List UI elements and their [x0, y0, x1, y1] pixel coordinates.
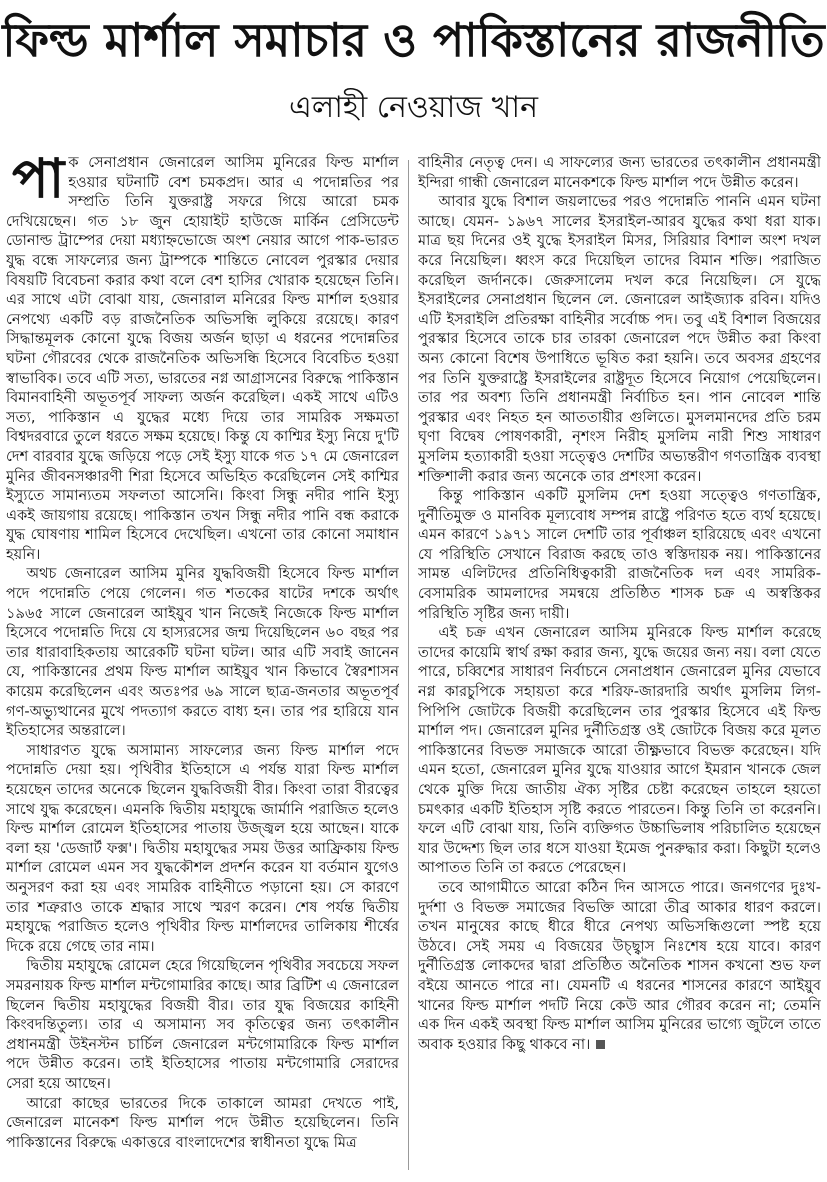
- paragraph: আরো কাছের ভারতের দিকে তাকালে আমরা দেখতে পাই, জেনারেল মানেকশ ফিল্ড মার্শাল পদে উন্নীত হয়েছিলেন। তিনি পাকিস্তানের বিরুদ্ধে একাত্তরে বাংলাদেশের স্বাধীনতা যুদ্ধে মিত্র: [6, 1094, 399, 1151]
- paragraph: এই চক্র এখন জেনারেল আসিম মুনিরকে ফিল্ড মার্শাল করেছে তাদের কায়েমি স্বার্থ রক্ষা করার জন্য, যুদ্ধে জয়ের জন্য নয়। বলা যেতে পারে, চব্বিশের সাধারণ নির্বাচনে সেনাপ্রধান জেনারেল মুনির যেভাবে নগ্ন কারচুপিকে সহায়তা করে শরিফ-জারদারি অর্থাৎ মুসলিম লিগ-পিপিপি জোটকে বিজয়ী করেছিলেন তার পুরস্কার হিসেবে এই ফিল্ড মার্শাল পদ। জেনারেল মুনির দুর্নীতিগ্রস্ত ওই জোটকে বিজয় করে মূলত পাকিস্তানের বিভক্ত সমাজকে আরো তীক্ষ্ণভাবে বিভক্ত করেছেন। যদি এমন হতো, জেনারেল মুনির যুদ্ধে যাওয়ার আগে ইমরান খানকে জেল থেকে মুক্তি দিয়ে জাতীয় ঐক্য সৃষ্টির চেষ্টা করেছেন তাহলে হয়তো চমৎকার একটি ইতিহাস সৃষ্টি করতে পারতেন। কিন্তু তিনি তা করেননি। ফলে এটি বোঝা যায়, তিনি ব্যক্তিগত উচ্চাভিলাষ পরিচালিত হয়েছেন যার উদ্দেশ্য ছিল তার ধসে যাওয়া ইমেজ পুনরুদ্ধার করা। কিছুটা হলেও আপাতত তিনি তা করতে পেরেছেন।: [418, 624, 821, 877]
- paragraph: সাধারণত যুদ্ধে অসামান্য সাফল্যের জন্য ফিল্ড মার্শাল পদে পদোন্নতি দেয়া হয়। পৃথিবীর ইতিহাসে এ পর্যন্ত যারা ফিল্ড মার্শাল হয়েছেন তাদের অনেকে ছিলেন যুদ্ধবিজয়ী বীর। কিংবা তারা বীরত্বের সাথে যুদ্ধ করেছেন। এমনকি দ্বিতীয় মহাযুদ্ধে জার্মানি পরাজিত হলেও ফিল্ড মার্শাল রোমেল ইতিহাসের পাতায় উজ্জ্বল হয়ে আছেন। যাকে বলা হয় 'ডেজার্ট ফক্স'। দ্বিতীয় মহাযুদ্ধের সময় উত্তর আফ্রিকায় ফিল্ড মার্শাল রোমেল এমন সব যুদ্ধকৌশল প্রদর্শন করেন যা বর্তমান যুগেও অনুসরণ করা হয় এবং সামরিক বাহিনীতে পড়ানো হয়। সে কারণে তার শত্রুরাও তাকে শ্রদ্ধার সাথে স্মরণ করেন। শেষ পর্যন্ত দ্বিতীয় মহাযুদ্ধে পরাজিত হলেও পৃথিবীর ফিল্ড মার্শালদের তালিকায় শীর্ষের দিকে রয়ে গেছে তার নাম।: [6, 741, 399, 955]
- paragraph: [6, 153, 399, 564]
- paragraph-text: তবে আগামীতে আরো কঠিন দিন আসতে পারে। জনগণের দুঃখ-দুর্দশা ও বিভক্ত সমাজের বিভক্তি আরো তীব্র আকার ধারণ করলে। তখন মানুষের কাছে ধীরে ধীরে নেপথ্য অভিসন্ধিগুলো স্পষ্ট হয়ে উঠবে। সেই সময় এ বিজয়ের উচ্ছ্বাস নিঃশেষ হয়ে যাবে। কারণ দুর্নীতিগ্রস্ত লোকদের দ্বারা প্রতিষ্ঠিত অনৈতিক শাসন কখনো শুভ ফল বইয়ে আনতে পারে না। যেমনটি এ ধরনের শাসনের কারণে আইয়ুব খানের ফিল্ড মার্শাল পদটি নিয়ে কেউ আর গৌরব করেন না; তেমনি এক দিন একই অবস্থা ফিল্ড মার্শাল আসিম মুনিরের ভাগ্যে জুটলে তাতে অবাক হওয়ার কিছু থাকবে না।: [418, 878, 821, 1053]
- paragraph: দ্বিতীয় মহাযুদ্ধে রোমেল হেরে গিয়েছিলেন পৃথিবীর সবচেয়ে সফল সমরনায়ক ফিল্ড মার্শাল মন্টগোমারির কাছে। আর ব্রিটিশ এ জেনারেল ছিলেন দ্বিতীয় মহাযুদ্ধের বিজয়ী বীর। তার যুদ্ধ বিজয়ের কাহিনী কিংবদন্তিতুল্য। তার এ অসামান্য সব কৃতিত্বের জন্য তৎকালীন প্রধানমন্ত্রী উইনস্টন চার্চিল জেনারেল মন্টগোমারিকে ফিল্ড মার্শাল পদে উন্নীত করেন। তাই ইতিহাসের পাতায় মন্টগোমারি সেরাদের সেরা হয়ে আছেন।: [6, 957, 399, 1092]
- paragraph: আবার যুদ্ধে বিশাল জয়লাভের পরও পদোন্নতি পাননি এমন ঘটনা আছে। যেমন- ১৯৬৭ সালের ইসরাইল-আরব যুদ্ধের কথা ধরা যাক। মাত্র ছয় দিনের ওই যুদ্ধে ইসরাইল মিসর, সিরিয়ার বিশাল অংশ দখল করে নিয়েছিল। ধ্বংস করে দিয়েছিল তাদের বিমান শক্তি। পরাজিত করেছিল জর্দানকে। জেরুসালেম দখল করে নিয়েছিল। সে যুদ্ধে ইসরাইলের সেনাপ্রধান ছিলেন লে. জেনারেল আইজ্যাক রবিন। যদিও এটি ইসরাইলি প্রতিরক্ষা বাহিনীর সর্বোচ্চ পদ। তবু এই বিশাল বিজয়ের পুরস্কার হিসেবে তাকে চার তারকা জেনারেল পদে উন্নীত করা কিংবা অন্য কোনো বিশেষ উপাধিতে ভূষিত করা হয়নি। তবে অবসর গ্রহণের পর তিনি যুক্তরাষ্ট্রে ইসরাইলের রাষ্ট্রদূত হিসেবে নিয়োগ পেয়েছিলেন। তার পর অবশ্য তিনি প্রধানমন্ত্রী নির্বাচিত হন। পান নোবেল শান্তি পুরস্কার এবং নিহত হন আততায়ীর গুলিতে। মুসলমানদের প্রতি চরম ঘৃণা বিদ্বেষ পোষণকারী, নৃশংস নিরীহ মুসলিম নারী শিশু সাধারণ মুসলিম হত্যাকারী হওয়া সত্ত্বেও দেশটির অভ্যন্তরীণ গণতান্ত্রিক ব্যবস্থা শক্তিশালী করার জন্য অনেকে তার প্রশংসা করেন।: [418, 193, 821, 485]
- paragraph: বাহিনীর নেতৃত্ব দেন। এ সাফল্যের জন্য ভারতের তৎকালীন প্রধানমন্ত্রী ইন্দিরা গান্ধী জেনারেল মানেকশকে ফিল্ড মার্শাল পদে উন্নীত করেন।: [418, 154, 821, 191]
- paragraph: [418, 878, 821, 1054]
- article-column-left: [6, 153, 399, 1178]
- article-column-right: [418, 153, 821, 1178]
- author-byline: এলাহী নেওয়াজ খান: [289, 90, 538, 125]
- column-divider: [408, 160, 409, 1170]
- drop-cap: পা: [12, 153, 65, 210]
- end-mark-icon: [596, 1040, 605, 1049]
- paragraph: কিন্তু পাকিস্তান একটি মুসলিম দেশ হওয়া সত্ত্বেও গণতান্ত্রিক, দুর্নীতিমুক্ত ও মানবিক মূল্যবোধ সম্পন্ন রাষ্ট্রে পরিণত হতে ব্যর্থ হয়েছে। এমন কারণে ১৯৭১ সালে দেশটি তার পূর্বাঞ্চল হারিয়েছে এবং এখনো যে পরিস্থিতি সেখানে বিরাজ করছে তাও স্বস্তিদায়ক নয়। পাকিস্তানের সামন্ত এলিটদের প্রতিনিধিত্বকারী রাজনৈতিক দল এবং সামরিক-বেসামরিক আমলাদের সমন্বয়ে প্রতিষ্ঠিত শাসক চক্র এ অস্বস্তিকর পরিস্থিতি সৃষ্টির জন্য দায়ী।: [418, 487, 821, 622]
- paragraph: অথচ জেনারেল আসিম মুনির যুদ্ধবিজয়ী হিসেবে ফিল্ড মার্শাল পদে পদোন্নতি পেয়ে গেলেন। গত শতকের ষাটের দশকে অর্থাৎ ১৯৬৫ সালে জেনারেল আইয়ুব খান নিজেই নিজেকে ফিল্ড মার্শাল হিসেবে পদোন্নতি দিয়ে যে হাস্যরসের জন্ম দিয়েছিলেন ৬০ বছর পর তার ধারাবাহিকতায় আরেকটি ঘটনা ঘটল। আর এটি সবাই জানেন যে, পাকিস্তানের প্রথম ফিল্ড মার্শাল আইয়ুব খান কিভাবে স্বৈরশাসন কায়েম করেছিলেন এবং অতঃপর ৬৯ সালে ছাত্র-জনতার অভূতপূর্ব গণ-অভ্যুত্থানের মুখে পদত্যাগ করতে বাধ্য হন। তার পর হারিয়ে যান ইতিহাসের অন্তরালে।: [6, 565, 399, 740]
- paragraph-text: ক সেনাপ্রধান জেনারেল আসিম মুনিরের ফিল্ড মার্শাল হওয়ার ঘটনাটি বেশ চমকপ্রদ। আর এ পদোন্নতির পর সম্প্রতি তিনি যুক্তরাষ্ট্র সফরে গিয়ে আরো চমক দেখিয়েছেন। গত ১৮ জুন হোয়াইট হাউজে মার্কিন প্রেসিডেন্ট ডোনাল্ড ট্রাম্পের দেয়া মধ্যাহ্নভোজে অংশ নেয়ার আগে পাক-ভারত যুদ্ধ বন্ধে সাফল্যের জন্য ট্রাম্পকে শান্তিতে নোবেল পুরস্কার দেয়ার বিষয়টি বিবেচনা করার কথা বলে বেশ হাসির খোরাক হয়েছেন তিনি। এর সাথে এটা বোঝা যায়, জেনারাল মনিরের ফিল্ড মার্শাল হওয়ার নেপথ্যে একটি বড় রাজনৈতিক অভিসন্ধি লুকিয়ে রয়েছে। কারণ সিদ্ধান্তমূলক কোনো যুদ্ধে বিজয় অর্জন ছাড়া এ ধরনের পদোন্নতির ঘটনা গৌরবের থেকে রাজনৈতিক অভিসন্ধি হিসেবে বিবেচিত হওয়া স্বাভাবিক। তবে এটি সত্য, ভারতের নগ্ন আগ্রাসনের বিরুদ্ধে পাকিস্তান বিমানবাহিনী অভূতপূর্ব সাফল্য অর্জন করেছিল। একই সাথে এটিও সত্য, পাকিস্তান এ যুদ্ধের মধ্যে দিয়ে তার সামরিক সক্ষমতা বিশ্বদরবারে তুলে ধরতে সক্ষম হয়েছে। কিন্তু যে কাশ্মির ইস্যু নিয়ে দু'টি দেশ বারবার যুদ্ধে জড়িয়ে পড়ে সেই ইস্যু যাকে গত ১৭ মে জেনারেল মুনির জীবনসঞ্চারণী শিরা হিসেবে অভিহিত করেছিলেন সেই কাশ্মির ইস্যুতে সামান্যতম সফলতা আসেনি। কিংবা সিন্ধু নদীর পানি ইস্যু একই জায়গায় রয়েছে। পাকিস্তান তখন সিন্ধু নদীর পানি বন্ধ করাকে যুদ্ধ ঘোষণায় শামিল হিসেবে দেখেছিল। এখনো তার কোনো সমাধান হয়নি।: [6, 154, 399, 563]
- headline: ফিল্ড মার্শাল সমাচার ও পাকিস্তানের রাজনীতি: [2, 13, 825, 67]
